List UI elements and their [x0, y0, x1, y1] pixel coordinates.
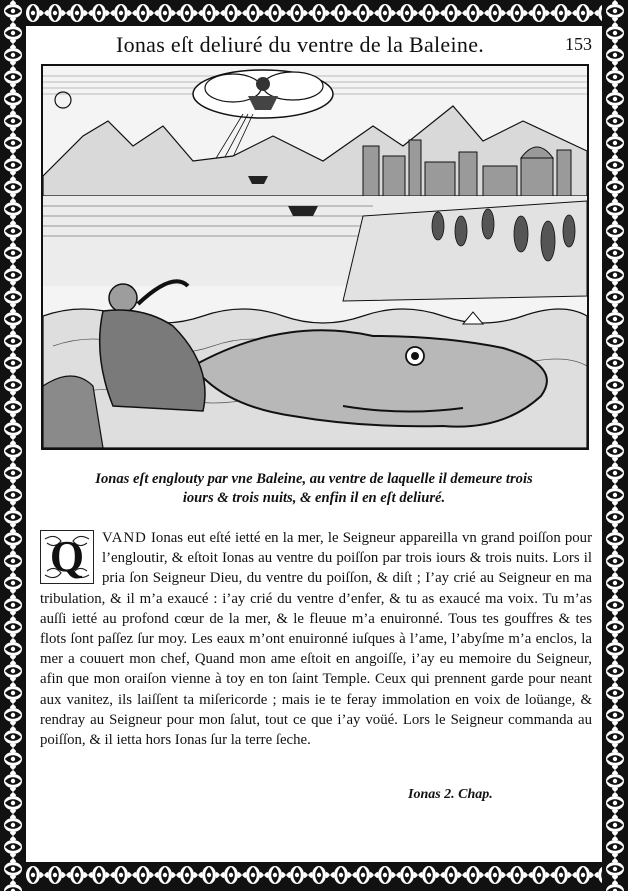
page-header [40, 30, 596, 60]
ornamental-border-bottom [0, 862, 628, 891]
caption-line-1: Ionas eſt englouty par vne Baleine, au ventre de laquelle il demeure trois [95, 471, 533, 487]
woodcut-illustration [41, 64, 589, 450]
cloud-shape [193, 70, 333, 118]
body-text: Ionas eut eſté ietté en la mer, le Seigneur appareilla vn grand poiſſon pour l’engloutir, & eſtoit Ionas au ventre du poiſſon par trois iours & trois nuits. Lors il pria ſon Seigneur Dieu, du ventre du poiſſon, & diſt ; I’ay crié au Seigneur en ma tribulation, & il m’a exaucé : i’ay crié du ventre d’enfer, & tu as exaucé ma voix. Tu m’as auſſi ietté au profond cœur de la mer, & le fleuue m’a enuironné. Tous tes gouffres & tes flots ſont paſſez ſur moy. Les eaux m’ont enuironné iuſques à l’ame, l’abyſme m’a enclos, la mer a couuert mon chef, Quand mon ame eſtoit en angoiſſe, i’ay eu memoire du Seigneur, afin que mon oraiſon vienne à toy en ton ſaint Temple. Ceux qui prennent garde pour neant aux vanitez, ils laiſſent ta miſericorde ; mais ie te feray immolation en voix de loüange, & rendray au Seigneur pour mon ſalut, tout ce que i’ay voüé. Lors le Seigneur commanda au poiſſon, & il ietta hors Ionas ſur la terre ſeche. [40, 530, 592, 749]
dropcap-letter: Q [49, 532, 85, 581]
body-paragraph [40, 528, 592, 750]
scripture-reference: Ionas 2. Chap. [408, 787, 493, 802]
first-word: VAND [102, 530, 147, 546]
page-title: Ionas eſt deliuré du ventre de la Baleine. [115, 32, 485, 57]
ornamental-border-right [602, 0, 628, 891]
illustration-caption [40, 470, 588, 508]
page-number: 153 [565, 34, 592, 54]
caption-line-2: iours & trois nuits, & enfin il en eſt deliuré. [182, 490, 446, 506]
ornamental-border-top [0, 0, 628, 26]
ornamental-border-left [0, 0, 26, 891]
dropcap-block [40, 530, 94, 584]
